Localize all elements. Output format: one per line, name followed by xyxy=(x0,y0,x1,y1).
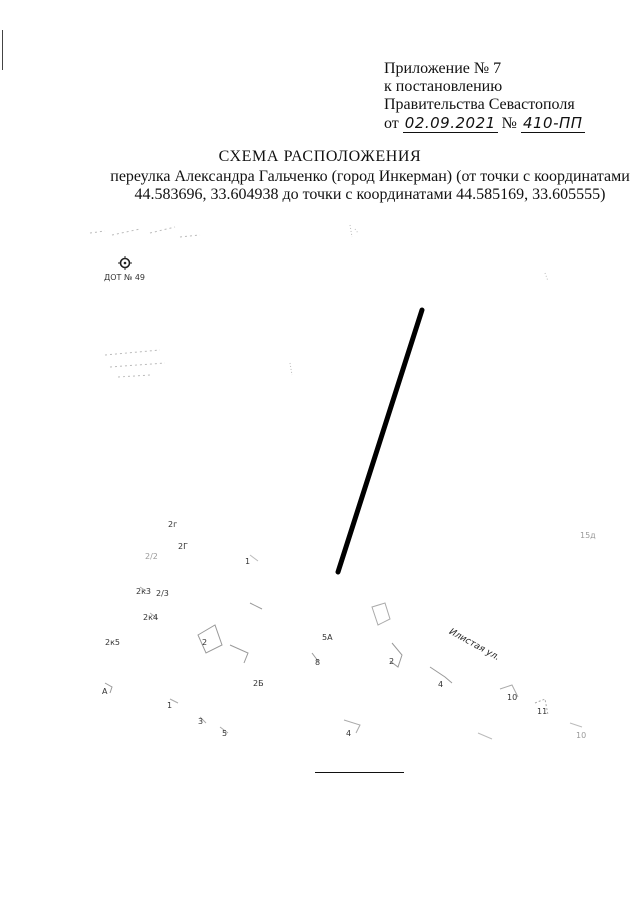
house-label: 8 xyxy=(315,658,321,667)
scan-edge-mark xyxy=(2,30,3,70)
bottom-rule xyxy=(315,772,404,773)
house-label: 11 xyxy=(537,707,548,716)
house-label: 4 xyxy=(346,729,352,738)
document-title: СХЕМА РАСПОЛОЖЕНИЯ xyxy=(218,148,422,165)
house-label: 10 xyxy=(576,731,587,740)
decree-number: 410-ПП xyxy=(522,114,583,132)
appendix-decree: к постановлению xyxy=(384,78,503,95)
house-label: 2/3 xyxy=(156,589,169,598)
appendix-number: Приложение № 7 xyxy=(384,60,502,77)
house-label: 1 xyxy=(167,701,173,710)
document-subtitle: переулка Александра Гальченко (город Инкерман) (от точки с координатами 44.583696, 33.604938 до точки с координатами 44.585169, 33.605555) xyxy=(110,168,630,203)
house-label: 2 xyxy=(202,638,208,647)
house-label: 2к3 xyxy=(136,587,152,596)
house-label: 15д xyxy=(580,531,596,540)
appendix-date-line xyxy=(384,114,585,133)
decree-date: 02.09.2021 xyxy=(404,114,496,132)
house-label: 2Б xyxy=(253,679,264,688)
house-label: 5 xyxy=(222,729,228,738)
house-label: А xyxy=(102,687,108,696)
house-label: 10 xyxy=(507,693,518,702)
number-sign: № xyxy=(501,115,517,132)
house-label: 2г xyxy=(168,520,178,529)
house-label: 4 xyxy=(438,680,444,689)
house-label: 2к5 xyxy=(105,638,121,647)
house-label: 2Г xyxy=(178,542,188,551)
geodetic-point-label: ДОТ № 49 xyxy=(104,273,146,282)
date-prefix: от xyxy=(384,115,399,132)
house-label: 3 xyxy=(198,717,204,726)
house-label: 5А xyxy=(322,633,333,642)
location-map xyxy=(0,215,640,760)
house-label: 2 xyxy=(389,657,395,666)
appendix-header xyxy=(384,60,585,133)
map-drawing xyxy=(0,215,640,760)
building-outlines xyxy=(90,225,582,739)
house-label: 1 xyxy=(245,557,251,566)
lane-location-line xyxy=(338,310,422,572)
house-label: 2к4 xyxy=(143,613,159,622)
appendix-government: Правительства Севастополя xyxy=(384,96,575,113)
house-label: 2/2 xyxy=(145,552,158,561)
geodetic-point-icon xyxy=(118,256,132,270)
street-label: Илистая ул. xyxy=(447,627,502,664)
